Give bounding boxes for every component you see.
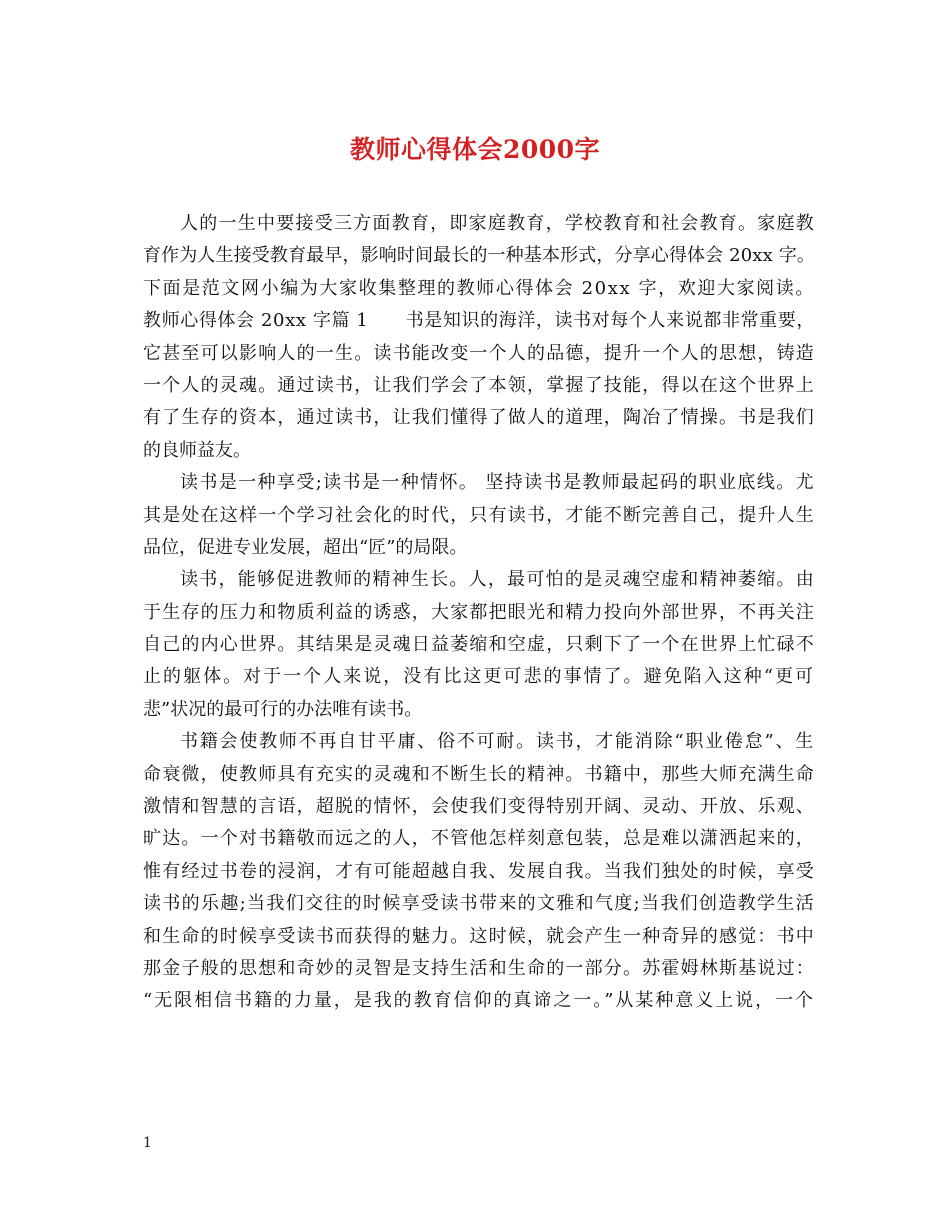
text-line: 惟有经过书卷的浸润，才有可能超越自我、发展自我。当我们独处的时候，享受 (143, 860, 815, 882)
text-line: 读书是一种享受;读书是一种情怀。 坚持读书是教师最起码的职业底线。尤 (180, 472, 815, 494)
text-line: 读书的乐趣;当我们交往的时候享受读书带来的文雅和气度;当我们创造教学生活 (143, 893, 815, 915)
text-line: 育作为人生接受教育最早，影响时间最长的一种基本形式，分享心得体会 20xx 字。 (143, 245, 815, 267)
text-line: “无限相信书籍的力量，是我的教育信仰的真谛之一。”从某种意义上说，一个 (143, 990, 815, 1012)
text-line: 那金子般的思想和奇妙的灵智是支持生活和生命的一部分。苏霍姆林斯基说过： (143, 957, 815, 979)
page-number: 1 (143, 1135, 152, 1151)
text-line: 的良师益友。 (143, 439, 251, 461)
text-line: 一个人的灵魂。通过读书，让我们学会了本领，掌握了技能，得以在这个世界上 (143, 374, 815, 396)
text-line: 其是处在这样一个学习社会化的时代，只有读书，才能不断完善自己，提升人生 (143, 504, 815, 526)
text-line: 激情和智慧的言语，超脱的情怀，会使我们变得特别开阔、灵动、开放、乐观、 (143, 796, 815, 818)
text-line: 和生命的时候享受读书而获得的魅力。这时候，就会产生一种奇异的感觉：书中 (143, 925, 815, 947)
document-body (143, 208, 815, 1018)
text-line: 读书，能够促进教师的精神生长。人，最可怕的是灵魂空虚和精神萎缩。由 (180, 569, 815, 591)
text-line: 品位，促进专业发展，超出“匠”的局限。 (143, 536, 468, 558)
text-line: 悲”状况的最可行的办法唯有读书。 (143, 698, 423, 720)
text-line: 自己的内心世界。其结果是灵魂日益萎缩和空虚，只剩下了一个在世界上忙碌不 (143, 634, 815, 656)
text-line: 于生存的压力和物质利益的诱惑，大家都把眼光和精力投向外部世界，不再关注 (143, 601, 815, 623)
text-line: 命衰微，使教师具有充实的灵魂和不断生长的精神。书籍中，那些大师充满生命 (143, 763, 815, 785)
text-line: 教师心得体会 20xx 字篇 1 书是知识的海洋，读书对每个人来说都非常重要， (143, 310, 815, 332)
text-line: 旷达。一个对书籍敬而远之的人，不管他怎样刻意包装，总是难以潇洒起来的， (143, 828, 815, 850)
text-line: 有了生存的资本，通过读书，让我们懂得了做人的道理，陶冶了情操。书是我们 (143, 407, 815, 429)
text-line: 书籍会使教师不再自甘平庸、俗不可耐。读书，才能消除“职业倦怠”、生 (180, 731, 815, 753)
text-line: 下面是范文网小编为大家收集整理的教师心得体会 20xx 字，欢迎大家阅读。 (143, 277, 815, 299)
text-line: 止的躯体。对于一个人来说，没有比这更可悲的事情了。避免陷入这种“更可 (143, 666, 815, 688)
text-line: 人的一生中要接受三方面教育，即家庭教育，学校教育和社会教育。家庭教 (180, 213, 815, 234)
text-line: 它甚至可以影响人的一生。读书能改变一个人的品德，提升一个人的思想，铸造 (143, 342, 815, 364)
document-title: 教师心得体会2000字 (349, 135, 601, 164)
